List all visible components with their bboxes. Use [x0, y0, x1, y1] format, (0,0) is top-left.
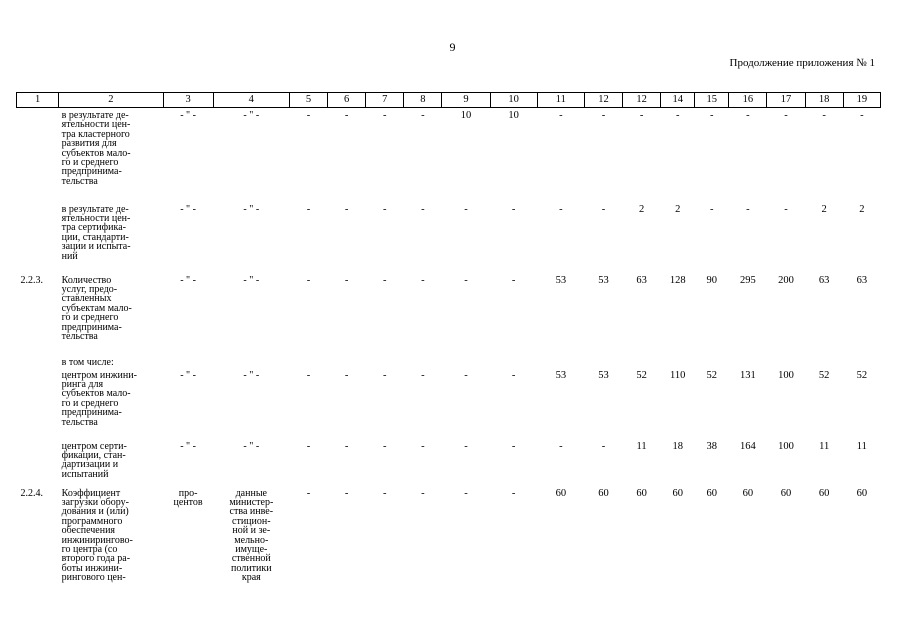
indicator-description-line: тельства [61, 416, 98, 428]
table-row [17, 273, 881, 355]
value-cell: - [822, 110, 826, 121]
column-header: 6 [328, 93, 366, 108]
empty-cell [537, 355, 584, 368]
empty-cell [213, 355, 289, 368]
value-cell: 164 [740, 440, 756, 452]
value-cell: - [421, 440, 425, 452]
row-code-cell [17, 355, 59, 368]
value-cell: - [559, 203, 563, 215]
value-cell: - [382, 440, 387, 452]
source-cell-line: ства инве- [229, 506, 274, 518]
indicator-description-line: тельства [61, 175, 98, 187]
column-header: 9 [442, 93, 490, 108]
value-cell: - [306, 110, 311, 121]
indicator-description-line: обеспечения [61, 525, 116, 537]
value-cell: 60 [780, 487, 792, 499]
value-cell: 52 [636, 369, 647, 381]
column-header: 18 [805, 93, 843, 108]
indicator-description-line: ции, стандарти- [61, 231, 129, 243]
table-row [17, 368, 881, 439]
indicator-description-line: тра сертифика- [61, 222, 126, 234]
empty-cell [328, 355, 366, 368]
column-header: 12 [584, 93, 622, 108]
source-cell-line: - " - [243, 274, 260, 286]
column-header: 10 [490, 93, 537, 108]
value-cell: - [306, 369, 311, 381]
subheading-cell: в том числе: [61, 356, 114, 368]
source-cell [213, 273, 289, 355]
indicator-description-line: загрузки обору- [61, 496, 129, 508]
value-cell: - [710, 203, 714, 215]
source-cell-line: края [241, 572, 261, 584]
row-code-cell [17, 439, 59, 486]
indicator-description-line: в результате де- [61, 110, 129, 121]
value-cell: - [464, 440, 468, 452]
indicator-description-line: центром серти- [61, 440, 127, 452]
empty-cell [404, 355, 442, 368]
value-cell: 53 [598, 369, 609, 381]
value-cell: - [860, 110, 864, 121]
indicator-description-line: испытаний [61, 468, 109, 480]
page-number: 9 [449, 40, 456, 54]
column-header: 12 [623, 93, 661, 108]
indicators-table [16, 92, 881, 606]
value-cell: 2 [638, 203, 645, 215]
indicator-description-line: услуг, предо- [61, 283, 118, 295]
indicator-description-line: фикации, стан- [61, 449, 126, 461]
value-cell: - [344, 274, 349, 286]
indicator-description [59, 486, 163, 606]
indicator-description-line: ставленных [61, 293, 112, 305]
value-cell: - [464, 203, 468, 215]
value-cell: - [559, 440, 563, 452]
value-cell: - [382, 487, 387, 499]
source-cell-line: стицион- [232, 515, 271, 527]
value-cell: 100 [778, 440, 794, 452]
source-cell-line: имуще- [235, 543, 268, 555]
value-cell: - [784, 203, 788, 215]
value-cell: 200 [778, 274, 794, 286]
value-cell: 60 [555, 487, 567, 499]
indicator-description-line: Количество [61, 274, 112, 286]
indicator-description-line: зации и испыта- [61, 241, 131, 253]
value-cell: - [464, 369, 468, 381]
indicator-description-line: субъектов мало- [61, 147, 131, 159]
indicator-description [59, 108, 163, 202]
value-cell: - [306, 440, 311, 452]
column-header: 4 [213, 93, 289, 108]
source-cell-line: - " - [243, 110, 260, 121]
indicator-description-line: второго года ра- [61, 553, 131, 565]
source-cell-line: - " - [243, 203, 260, 215]
value-cell: - [601, 440, 606, 452]
value-cell: - [306, 487, 311, 499]
value-cell: - [464, 274, 468, 286]
indicator-description-line: ятельности цен- [61, 212, 131, 224]
unit-cell: - " - [180, 203, 196, 215]
unit-cell [163, 486, 213, 606]
table-row [17, 355, 881, 368]
column-header: 19 [843, 93, 880, 108]
value-cell: - [306, 274, 311, 286]
indicator-description-line: предпринима- [61, 321, 122, 333]
value-cell: 18 [672, 440, 683, 452]
value-cell: - [382, 203, 387, 215]
value-cell: - [382, 369, 387, 381]
value-cell: 53 [598, 274, 609, 286]
source-cell [213, 108, 289, 202]
column-header: 7 [366, 93, 404, 108]
indicator-description-line: развития для [61, 138, 117, 150]
value-cell: - [421, 110, 425, 121]
indicator-description [59, 273, 163, 355]
value-cell: - [421, 487, 425, 499]
column-header: 2 [59, 93, 163, 108]
value-cell: - [344, 110, 349, 121]
indicator-description-line: инжинирингово- [61, 534, 133, 546]
value-cell: 53 [555, 274, 567, 286]
source-cell-line: данные [235, 487, 267, 499]
value-cell: - [344, 487, 349, 499]
value-cell: - [511, 203, 516, 215]
column-header: 1 [17, 93, 59, 108]
appendix-continuation-note: Продолжение приложения № 1 [729, 57, 875, 69]
source-cell-line: - " - [243, 440, 260, 452]
indicator-description-line: в результате де- [61, 203, 129, 215]
value-cell: 60 [636, 487, 647, 499]
value-cell: 52 [706, 369, 718, 381]
value-cell: 110 [670, 369, 686, 381]
value-cell: 60 [672, 487, 683, 499]
value-cell: - [511, 487, 516, 499]
empty-cell [490, 355, 537, 368]
column-header: 14 [661, 93, 695, 108]
table-row [17, 486, 881, 606]
indicator-description-line: тельства [61, 330, 98, 342]
column-header: 5 [289, 93, 327, 108]
value-cell: 128 [669, 274, 686, 286]
value-cell: - [382, 110, 387, 121]
indicator-description [59, 439, 163, 486]
value-cell: - [306, 203, 311, 215]
value-cell: 11 [819, 440, 830, 452]
value-cell: - [639, 110, 644, 121]
unit-cell-line: центов [173, 496, 203, 508]
row-code-cell [17, 202, 59, 273]
indicator-description-line: ятельности цен- [61, 119, 131, 131]
indicator-description-line: программного [61, 515, 123, 527]
empty-cell [695, 355, 729, 368]
unit-cell: - " - [180, 440, 196, 452]
table-body [17, 108, 881, 606]
source-cell [213, 368, 289, 439]
value-cell: - [464, 487, 468, 499]
value-cell: 52 [818, 369, 830, 381]
empty-cell [163, 355, 213, 368]
value-cell: - [382, 274, 387, 286]
value-cell: 52 [856, 369, 868, 381]
value-cell: - [344, 203, 349, 215]
empty-cell [843, 355, 880, 368]
value-cell: 60 [856, 487, 868, 499]
empty-cell [289, 355, 327, 368]
table-row [17, 108, 881, 202]
value-cell: - [601, 110, 606, 121]
value-cell: 100 [778, 369, 794, 381]
value-cell: 53 [555, 369, 567, 381]
value-cell: 2 [859, 203, 865, 215]
value-cell: 10 [460, 110, 472, 121]
value-cell: - [511, 440, 516, 452]
row-code-cell: 2.2.4. [20, 487, 43, 499]
value-cell: 63 [636, 274, 647, 286]
value-cell: - [710, 110, 714, 121]
indicator-description-line: ринга для [61, 378, 104, 390]
column-header: 11 [537, 93, 584, 108]
value-cell: 11 [636, 440, 647, 452]
source-cell-line: ственной [231, 553, 271, 565]
row-code-cell [17, 368, 59, 439]
value-cell: 63 [818, 274, 830, 286]
column-header: 16 [729, 93, 767, 108]
indicator-description-line: предпринима- [61, 166, 122, 178]
indicator-description-line: го и среднего [61, 397, 119, 409]
value-cell: - [421, 274, 425, 286]
value-cell: - [344, 369, 349, 381]
indicator-description-line: центром инжини- [61, 369, 137, 381]
value-cell: - [421, 203, 425, 215]
source-cell-line: ной и зе- [232, 525, 271, 537]
value-cell: 10 [508, 110, 519, 121]
value-cell: 60 [706, 487, 718, 499]
value-cell: 63 [856, 274, 868, 286]
empty-cell [442, 355, 490, 368]
row-code-cell [17, 108, 59, 202]
column-header: 3 [163, 93, 213, 108]
column-header: 15 [695, 93, 729, 108]
empty-cell [805, 355, 843, 368]
value-cell: - [746, 203, 750, 215]
source-cell [213, 486, 289, 606]
table-row [17, 202, 881, 273]
value-cell: 90 [706, 274, 718, 286]
empty-cell [729, 355, 767, 368]
column-header: 17 [767, 93, 805, 108]
empty-cell [584, 355, 622, 368]
indicator-description-line: го центра (со [61, 543, 118, 555]
value-cell: - [784, 110, 788, 121]
unit-cell: - " - [180, 369, 196, 381]
indicator-description [59, 202, 163, 273]
indicator-description-line: тра кластерного [61, 128, 130, 140]
source-cell [213, 202, 289, 273]
value-cell: - [511, 274, 516, 286]
value-cell: - [559, 110, 563, 121]
table-row [17, 439, 881, 486]
value-cell: 60 [818, 487, 830, 499]
value-cell: 295 [740, 274, 756, 286]
source-cell-line: министер- [229, 496, 274, 508]
value-cell: - [675, 110, 680, 121]
indicator-description-line: дартизации и [61, 459, 119, 471]
indicator-description-line: Коэффициент [61, 487, 121, 499]
value-cell: 131 [740, 369, 756, 381]
source-cell [213, 439, 289, 486]
row-code-cell: 2.2.3. [20, 274, 43, 286]
empty-cell [661, 355, 695, 368]
indicator-description [59, 368, 163, 439]
indicator-description-line: предпринима- [61, 407, 122, 419]
unit-cell: - " - [180, 274, 196, 286]
value-cell: 60 [742, 487, 754, 499]
indicator-description-line: рингового цен- [61, 572, 126, 584]
empty-cell [623, 355, 661, 368]
empty-cell [767, 355, 805, 368]
indicator-description-line: го и среднего [61, 157, 119, 169]
empty-cell [366, 355, 404, 368]
indicator-description-line: го и среднего [61, 312, 119, 324]
indicator-description-line: ний [61, 250, 78, 262]
value-cell: - [421, 369, 425, 381]
value-cell: - [601, 203, 606, 215]
value-cell: - [344, 440, 349, 452]
column-header: 8 [404, 93, 442, 108]
indicator-description-line: субъектам мало- [61, 302, 132, 314]
source-cell-line: политики [231, 562, 272, 574]
value-cell: 60 [598, 487, 609, 499]
indicator-description-line: боты инжини- [61, 562, 123, 574]
value-cell: - [746, 110, 750, 121]
unit-cell: - " - [180, 110, 196, 121]
value-cell: - [511, 369, 516, 381]
unit-cell-line: про- [178, 487, 198, 499]
indicator-description-line: дования и (или) [61, 506, 129, 518]
source-cell-line: мельно- [234, 534, 269, 546]
value-cell: 2 [821, 203, 827, 215]
source-cell-line: - " - [243, 369, 260, 381]
value-cell: 11 [856, 440, 867, 452]
value-cell: 38 [706, 440, 718, 452]
value-cell: 2 [675, 203, 681, 215]
table-header-row [17, 93, 881, 108]
indicator-description-line: субъектов мало- [61, 388, 131, 400]
